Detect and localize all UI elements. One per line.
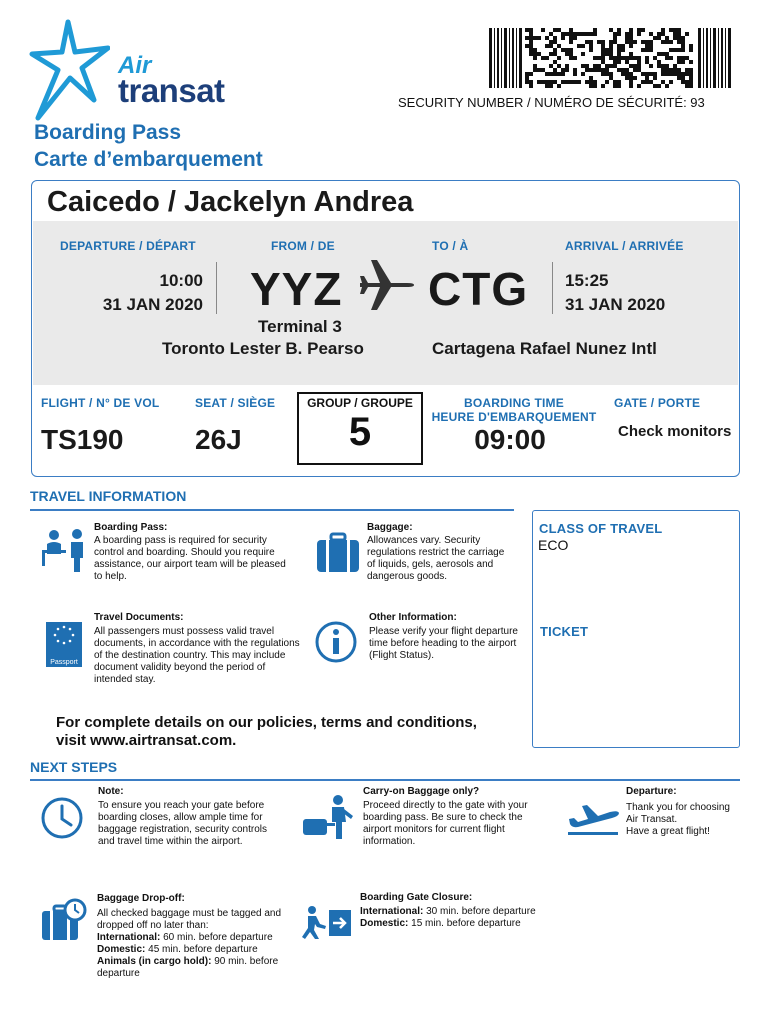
class-of-travel-label: CLASS OF TRAVEL <box>539 521 663 536</box>
boarding-time-label: BOARDING TIME <box>464 396 564 410</box>
from-label: FROM / DE <box>271 239 335 253</box>
divider-line <box>552 262 553 314</box>
to-code: CTG <box>428 263 529 315</box>
ticket-label: TICKET <box>540 624 589 639</box>
to-label: TO / À <box>432 239 469 253</box>
air-transat-star-logo <box>28 18 110 122</box>
security-number: SECURITY NUMBER / NUMÉRO DE SÉCURITÉ: 93 <box>398 95 705 110</box>
gate-walker-icon <box>302 906 352 940</box>
passport-word: Passport <box>50 659 78 666</box>
section-rule <box>30 779 740 781</box>
departure-text: Thank you for choosing Air Transat. Have a great flight! <box>626 802 730 837</box>
seat-number: 26J <box>195 424 242 455</box>
airplane-icon <box>356 254 418 316</box>
departure-label: DEPARTURE / DÉPART <box>60 239 196 253</box>
from-code: YYZ <box>250 263 343 315</box>
other-info-title: Other Information: <box>369 612 457 623</box>
class-of-travel-value: ECO <box>538 537 569 553</box>
arrival-time: 15:25 <box>565 271 609 290</box>
travel-docs-text: All passengers must possess valid travel documents, in accordance with the regulations of the destination country. This may include document validity beyond the period of intended stay. <box>94 626 300 685</box>
seat-label: SEAT / SIÈGE <box>195 396 276 410</box>
passport-icon <box>46 622 82 667</box>
section-rule <box>30 509 514 511</box>
flight-number: TS190 <box>41 424 124 455</box>
airport-agent-icon <box>40 526 88 574</box>
flight-label: FLIGHT / N° DE VOL <box>41 396 160 410</box>
arrival-label: ARRIVAL / ARRIVÉE <box>565 239 684 253</box>
policy-note: For complete details on our policies, terms and conditions, visit www.airtransat.com. <box>56 714 477 749</box>
carry-on-title: Carry-on Baggage only? <box>363 786 480 797</box>
gate-closure-text: International: 30 min. before departure Domestic: 15 min. before departure <box>360 906 536 929</box>
boarding-time: 09:00 <box>474 424 546 455</box>
boarding-pass-info-title: Boarding Pass: <box>94 522 168 533</box>
departing-plane-icon <box>566 800 620 836</box>
dropoff-title: Baggage Drop-off: <box>97 893 185 904</box>
carry-on-text: Proceed directly to the gate with your boarding pass. Be sure to check the airport monitors for current flight information. <box>363 800 528 847</box>
suitcase-icon <box>314 530 362 578</box>
from-airport-name: Toronto Lester B. Pearso <box>162 339 364 358</box>
next-steps-heading: NEXT STEPS <box>30 759 118 775</box>
boarding-pass-info-text: A boarding pass is required for security control and boarding. Should you require assistance, our airport team will be pleased to help. <box>94 535 286 582</box>
other-info-text: Please verify your flight departure time before heading to the airport (Flight Status). <box>369 626 518 661</box>
barcode <box>489 28 731 88</box>
arrival-date: 31 JAN 2020 <box>565 295 666 314</box>
travel-info-heading: TRAVEL INFORMATION <box>30 488 187 504</box>
eu-stars-icon <box>46 622 82 650</box>
carry-on-traveler-icon <box>300 794 354 840</box>
departure-time: 10:00 <box>159 271 203 290</box>
title-carte-embarquement: Carte d’embarquement <box>34 148 263 171</box>
from-terminal: Terminal 3 <box>258 317 342 336</box>
passenger-name: Caicedo / Jackelyn Andrea <box>47 186 414 218</box>
logo-air-text: Air <box>118 52 152 79</box>
note-title: Note: <box>98 786 124 797</box>
baggage-clock-icon <box>40 898 88 942</box>
gate-label: GATE / PORTE <box>614 396 701 410</box>
boarding-time-label-fr: HEURE D'EMBARQUEMENT <box>431 410 597 424</box>
divider-line <box>216 262 217 314</box>
baggage-info-text: Allowances vary. Security regulations restrict the carriage of liquids, gels, aerosols and dangerous goods. <box>367 535 505 582</box>
to-airport-name: Cartagena Rafael Nunez Intl <box>432 339 657 358</box>
baggage-info-title: Baggage: <box>367 522 413 533</box>
title-boarding-pass: Boarding Pass <box>34 121 182 144</box>
clock-icon <box>40 796 84 840</box>
note-text: To ensure you reach your gate before boarding closes, allow ample time for baggage registration, security controls and travel time within the airport. <box>98 800 267 847</box>
departure-date: 31 JAN 2020 <box>102 295 203 314</box>
travel-docs-title: Travel Documents: <box>94 612 184 623</box>
group-number: 5 <box>348 410 372 454</box>
departure-title: Departure: <box>626 786 677 797</box>
dropoff-text: All checked baggage must be tagged and dropped off no later than: International: 60 min. before departure Domestic: 45 min. before departure Animals (in cargo hold): 90 min. before departure <box>97 908 282 979</box>
gate-closure-title: Boarding Gate Closure: <box>360 892 473 903</box>
gate-value: Check monitors <box>618 423 732 440</box>
logo-transat-text: transat <box>118 72 225 109</box>
info-icon <box>314 620 358 664</box>
group-label: GROUP / GROUPE <box>307 396 413 410</box>
